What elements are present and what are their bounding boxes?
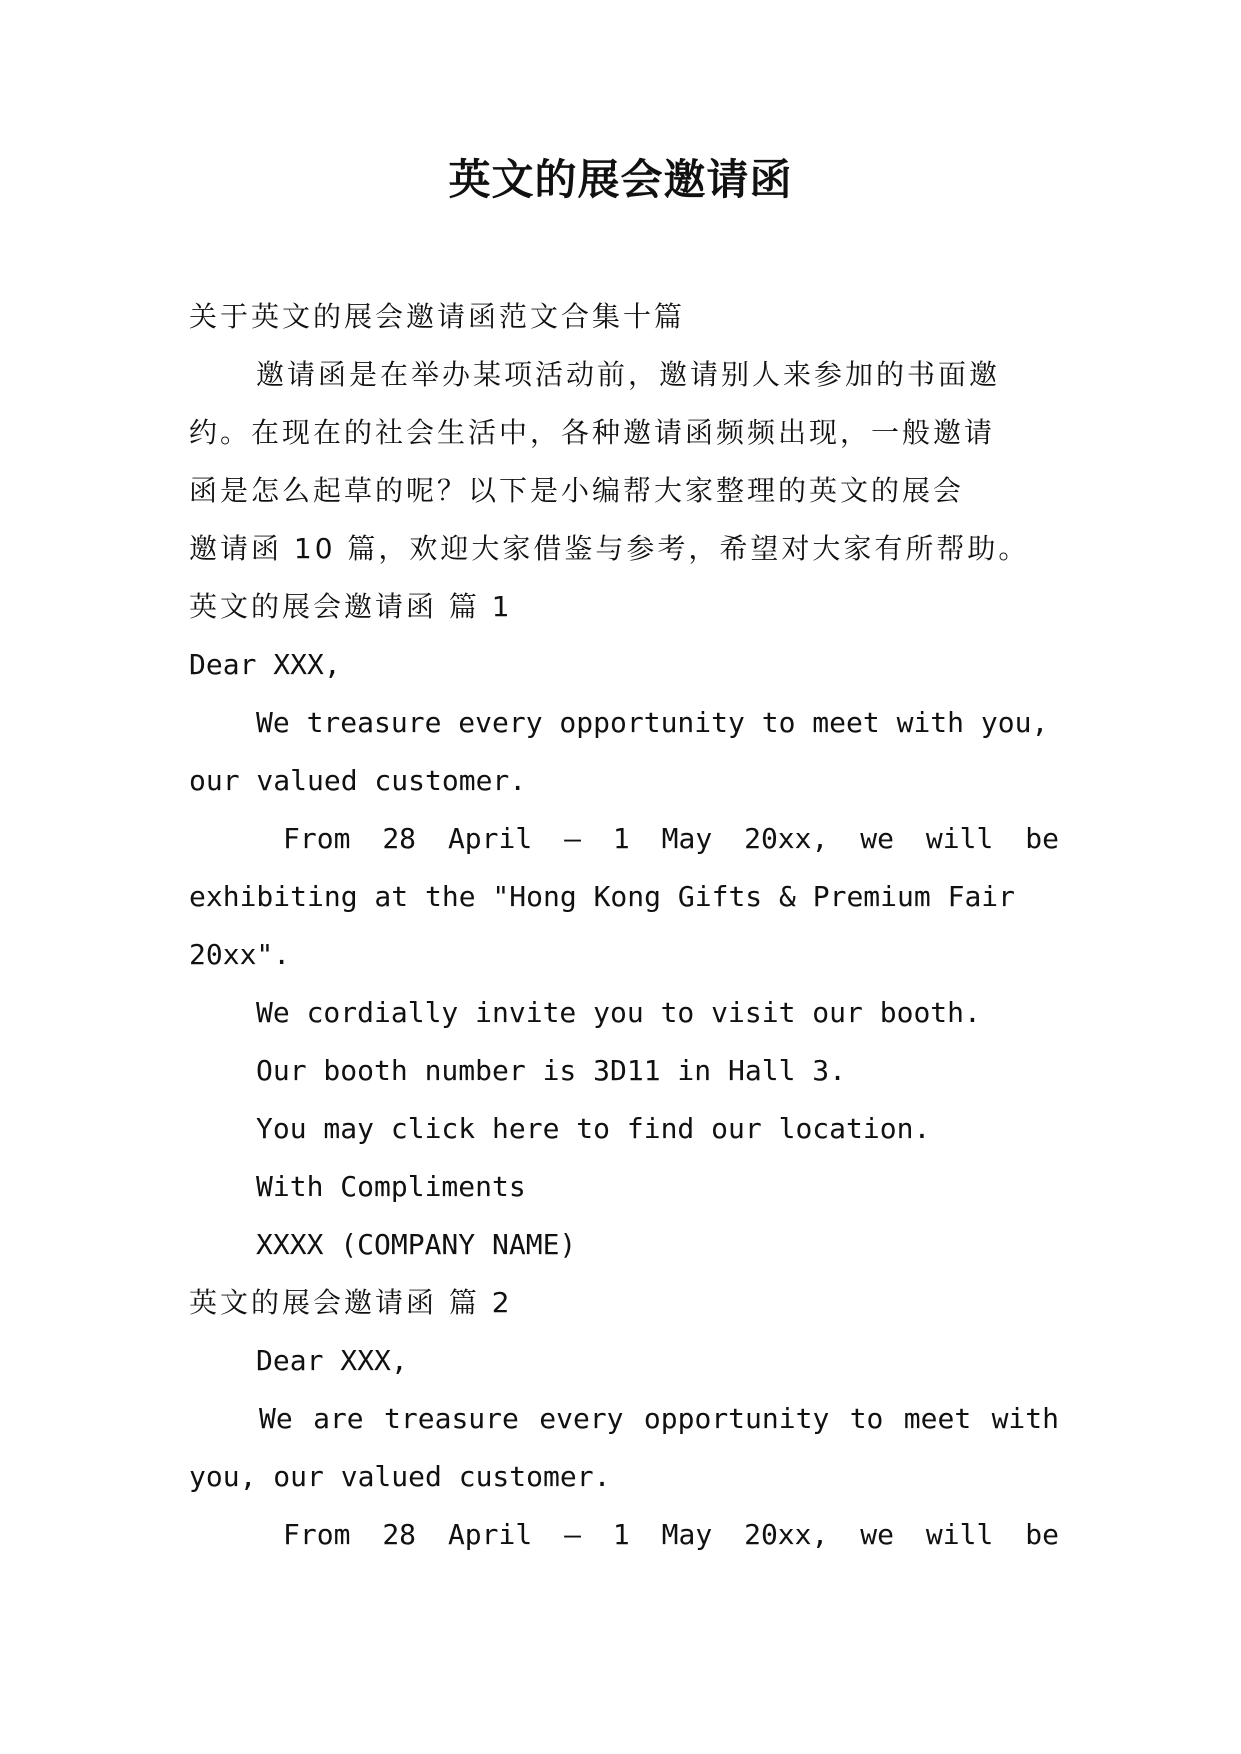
justified-word: May (661, 822, 713, 855)
justified-word: From (283, 822, 351, 855)
justified-word: 1 (612, 1518, 630, 1551)
justified-word: we (860, 822, 894, 855)
justified-word: will (925, 1518, 994, 1551)
intro-line-2: 约。在现在的社会生活中，各种邀请函频频出现，一般邀请 (189, 416, 996, 449)
justified-word: meet (903, 1402, 972, 1435)
letter-1-paragraph-2-line-1 (189, 810, 1059, 868)
letter-1-paragraph-2-line-2: exhibiting at the "Hong Kong Gifts & Premium Fair (189, 880, 1016, 913)
intro-line-4: 邀请函 10 篇，欢迎大家借鉴与参考，希望对大家有所帮助。 (189, 532, 1030, 565)
justified-word: will (925, 822, 994, 855)
justified-word: opportunity (643, 1402, 830, 1435)
justified-word: From (283, 1518, 351, 1551)
justified-word: We (259, 1402, 293, 1435)
document-body (189, 288, 1059, 1564)
justified-word: – (564, 1518, 581, 1551)
letter-1-paragraph-1-line-2: our valued customer. (189, 764, 527, 797)
letter-1-booth: Our booth number is 3D11 in Hall 3. (256, 1054, 847, 1087)
justified-word: 20xx, (744, 1518, 829, 1551)
justified-word: – (564, 822, 581, 855)
justified-word: be (1025, 822, 1059, 855)
justified-word: with (991, 1402, 1059, 1435)
letter-1-paragraph-1-line-1: We treasure every opportunity to meet with you, (256, 706, 1049, 739)
intro-heading: 关于英文的展会邀请函范文合集十篇 (189, 300, 686, 333)
letter-1-paragraph-2-line-3: 20xx". (189, 938, 291, 971)
justified-word: treasure (384, 1402, 519, 1435)
letter-2-paragraph-1-line-1 (189, 1390, 1059, 1448)
justified-word: 28 (382, 822, 417, 855)
letter-2-paragraph-2-line-1 (189, 1506, 1059, 1564)
letter-1-invite: We cordially invite you to visit our booth. (256, 996, 981, 1029)
letter-2-heading: 英文的展会邀请函 篇 2 (189, 1286, 513, 1319)
justified-word: 1 (612, 822, 630, 855)
justified-word: every (539, 1402, 624, 1435)
intro-line-1: 邀请函是在举办某项活动前，邀请别人来参加的书面邀 (256, 358, 1001, 391)
justified-word: 28 (382, 1518, 417, 1551)
justified-word: 20xx, (744, 822, 829, 855)
justified-word: April (447, 1518, 533, 1551)
intro-line-3: 函是怎么起草的呢？以下是小编帮大家整理的英文的展会 (189, 474, 965, 507)
letter-2-paragraph-1-line-2: you, our valued customer. (189, 1460, 611, 1493)
letter-2-salutation: Dear XXX, (256, 1344, 408, 1377)
letter-1-location: You may click here to find our location. (256, 1112, 931, 1145)
letter-1-heading: 英文的展会邀请函 篇 1 (189, 590, 513, 623)
letter-1-signature: XXXX (COMPANY NAME) (256, 1228, 577, 1261)
justified-word: to (849, 1402, 884, 1435)
letter-1-salutation: Dear XXX, (189, 648, 341, 681)
justified-word: are (313, 1402, 364, 1435)
justified-word: April (447, 822, 533, 855)
letter-1-closing: With Compliments (256, 1170, 526, 1203)
justified-word: be (1025, 1518, 1059, 1551)
justified-word: May (661, 1518, 713, 1551)
document-title: 英文的展会邀请函 (448, 155, 793, 204)
justified-word: we (860, 1518, 894, 1551)
